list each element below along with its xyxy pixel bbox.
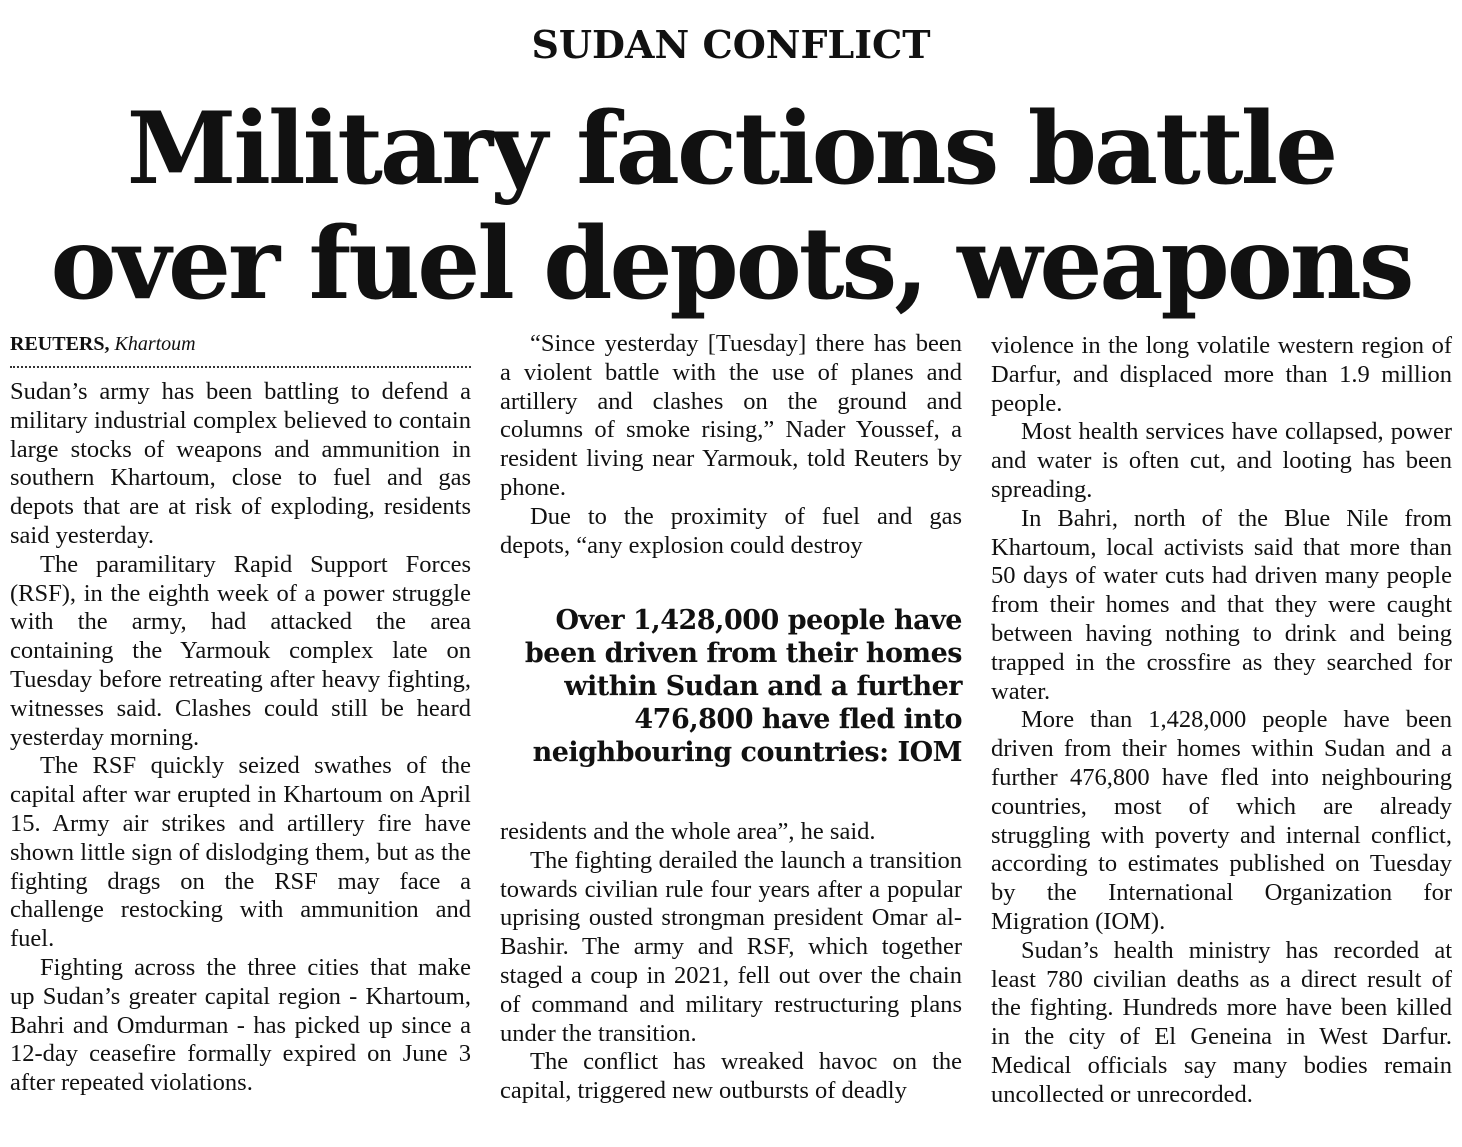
body-paragraph: The fighting derailed the launch a transition towards civilian rule four years after a popular uprising ousted strongman president Omar al-Bashir. The army and RSF, which together staged a coup in 2021, fell out over the chain of command and military restructuring plans under the transition.	[500, 846, 962, 1047]
body-paragraph: residents and the whole area”, he said.	[500, 818, 876, 845]
body-paragraph: In Bahri, north of the Blue Nile from Khartoum, local activists said that more than 50 days of water cuts had driven many people from their homes and that they were caught between having nothing to drink and being trapped in the crossfire as they searched for water.	[991, 504, 1452, 705]
pull-quote: Over 1,428,000 people have been driven from their homes within Sudan and a further 476,800 have fled into neighbouring countries: IOM	[524, 605, 962, 768]
body-paragraph: Due to the proximity of fuel and gas depots, “any explosion could destroy	[500, 502, 962, 559]
byline	[10, 330, 471, 368]
body-paragraph: Most health services have collapsed, power and water is often cut, and looting has been spreading.	[991, 418, 1452, 503]
body-paragraph: The conflict has wreaked havoc on the capital, triggered new outbursts of deadly	[500, 1048, 962, 1105]
body-paragraph: Sudan’s health ministry has recorded at least 780 civilian deaths as a direct result of the fighting. Hundreds more have been killed in the city of El Geneina in West Darfur. Medical officials say many bodies remain uncollected or unrecorded.	[991, 936, 1452, 1108]
section-kicker: SUDAN CONFLICT	[531, 22, 931, 67]
column-3	[991, 332, 1452, 1110]
column-2-top	[500, 330, 962, 560]
body-paragraph: violence in the long volatile western region of Darfur, and displaced more than 1.9 million people.	[991, 332, 1452, 417]
body-paragraph: More than 1,428,000 people have been driven from their homes within Sudan and a further 476,800 have fled into neighbouring countries, most of which are already struggling with poverty and internal conflict, according to estimates published on Tuesday by the International Organization for Migration (IOM).	[991, 706, 1452, 935]
body-paragraph: The RSF quickly seized swathes of the capital after war erupted in Khartoum on April 15. Army air strikes and artillery fire have shown little sign of dislodging them, but as the fighting drags on the RSF may face a challenge restocking with ammunition and fuel.	[10, 752, 471, 953]
column-2-bottom	[500, 818, 962, 1106]
byline-location: Khartoum	[114, 333, 196, 355]
body-paragraph: “Since yesterday [Tuesday] there has been a violent battle with the use of planes and artillery and clashes on the ground and columns of smoke rising,” Nader Youssef, a resident living near Yarmouk, told Reuters by phone.	[500, 330, 962, 501]
body-paragraph: The paramilitary Rapid Support Forces (RSF), in the eighth week of a power struggle with the army, had attacked the area containing the Yarmouk complex late on Tuesday before retreating after heavy fighting, witnesses said. Clashes could still be heard yesterday morning.	[10, 550, 471, 751]
column-1	[10, 330, 471, 1098]
headline: Military factions battle over fuel depots, weapons	[50, 91, 1412, 322]
body-paragraph: Sudan’s army has been battling to defend a military industrial complex believed to contain large stocks of weapons and ammunition in southern Khartoum, close to fuel and gas depots that are at risk of exploding, residents said yesterday.	[10, 378, 471, 549]
body-paragraph: Fighting across the three cities that make up Sudan’s greater capital region - Khartoum, Bahri and Omdurman - has picked up since a 12-day ceasefire formally expired on June 3 after repeated violations.	[10, 953, 471, 1097]
byline-agency: REUTERS,	[10, 333, 110, 355]
